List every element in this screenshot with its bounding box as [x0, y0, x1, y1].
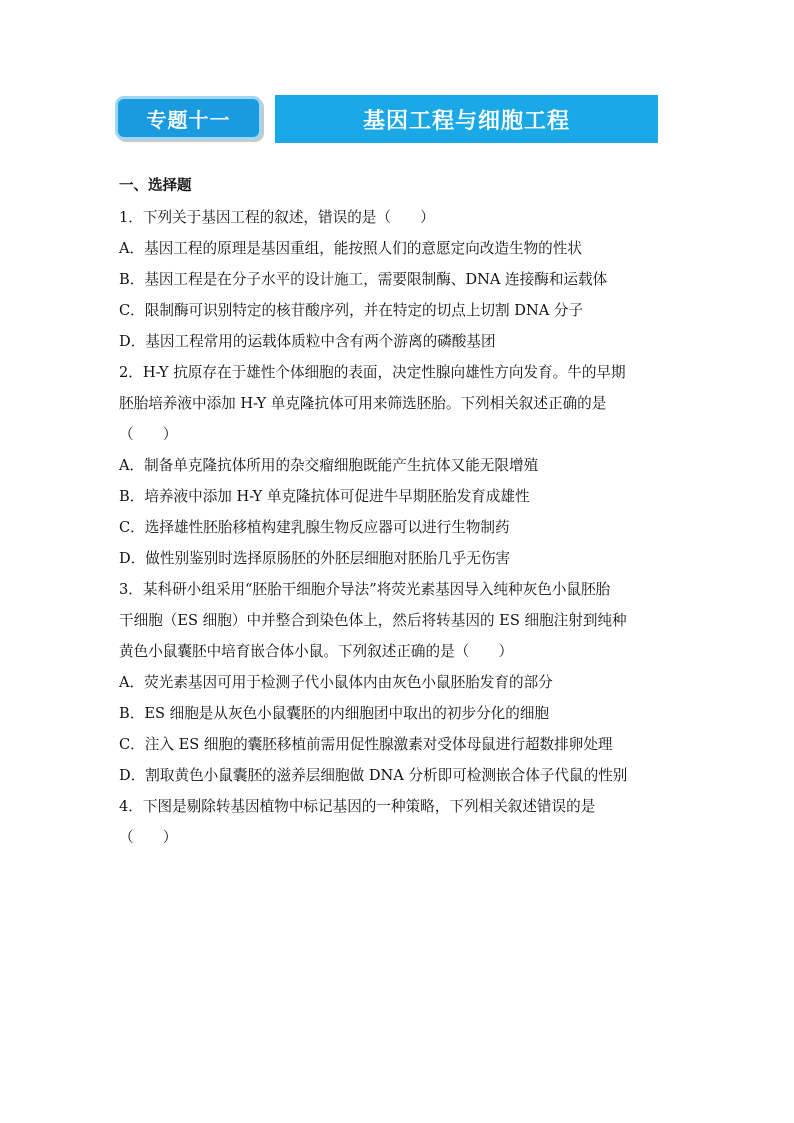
- question-2-option-d: D．做性别鉴别时选择原肠胚的外胚层细胞对胚胎几乎无伤害: [119, 550, 511, 567]
- question-2-option-b: B．培养液中添加 H-Y 单克隆抗体可促进牛早期胚胎发育成雄性: [119, 488, 530, 505]
- question-4-stem: 4．下图是剔除转基因植物中标记基因的一种策略，下列相关叙述错误的是: [119, 798, 596, 815]
- question-2-stem-line-1: 2．H-Y 抗原存在于雄性个体细胞的表面，决定性腺向雄性方向发育。牛的早期: [119, 364, 626, 381]
- question-3-option-a: A．荧光素基因可用于检测子代小鼠体内由灰色小鼠胚胎发育的部分: [119, 674, 553, 691]
- question-1-option-d: D．基因工程常用的运载体质粒中含有两个游离的磷酸基团: [119, 333, 496, 350]
- question-3-stem-line-1: 3．某科研小组采用“胚胎干细胞介导法”将荧光素基因导入纯种灰色小鼠胚胎: [119, 581, 611, 598]
- question-content: [119, 171, 679, 853]
- question-2-option-c: C．选择雄性胚胎移植构建乳腺生物反应器可以进行生物制药: [119, 519, 510, 536]
- question-4-answer-blank: （ ）: [119, 829, 178, 846]
- chapter-header: [115, 95, 658, 143]
- chapter-title: 基因工程与细胞工程: [362, 108, 570, 134]
- chapter-badge: [115, 96, 262, 140]
- question-2-answer-blank: （ ）: [119, 426, 178, 443]
- question-1-option-b: B．基因工程是在分子水平的设计施工，需要限制酶、DNA 连接酶和运载体: [119, 271, 608, 288]
- question-2-option-a: A．制备单克隆抗体所用的杂交瘤细胞既能产生抗体又能无限增殖: [119, 457, 539, 474]
- question-3-option-d: D．割取黄色小鼠囊胚的滋养层细胞做 DNA 分析即可检测嵌合体子代鼠的性别: [119, 767, 628, 784]
- chapter-title-bar: [275, 95, 658, 143]
- question-1-option-a: A．基因工程的原理是基因重组，能按照人们的意愿定向改造生物的性状: [119, 240, 582, 257]
- chapter-badge-label: 专题十一: [146, 107, 231, 132]
- question-1-stem: 1．下列关于基因工程的叙述，错误的是（ ）: [119, 209, 435, 226]
- section-title: 一、选择题: [119, 178, 192, 194]
- question-3-stem-line-2: 干细胞（ES 细胞）中并整合到染色体上，然后将转基因的 ES 细胞注射到纯种: [119, 612, 627, 629]
- question-3-option-b: B．ES 细胞是从灰色小鼠囊胚的内细胞团中取出的初步分化的细胞: [119, 705, 550, 722]
- question-1-option-c: C．限制酶可识别特定的核苷酸序列，并在特定的切点上切割 DNA 分子: [119, 302, 584, 319]
- question-2-stem-line-2: 胚胎培养液中添加 H-Y 单克隆抗体可用来筛选胚胎。下列相关叙述正确的是: [119, 395, 607, 412]
- question-3-option-c: C．注入 ES 细胞的囊胚移植前需用促性腺激素对受体母鼠进行超数排卵处理: [119, 736, 613, 753]
- question-3-stem-line-3: 黄色小鼠囊胚中培育嵌合体小鼠。下列叙述正确的是（ ）: [119, 643, 514, 660]
